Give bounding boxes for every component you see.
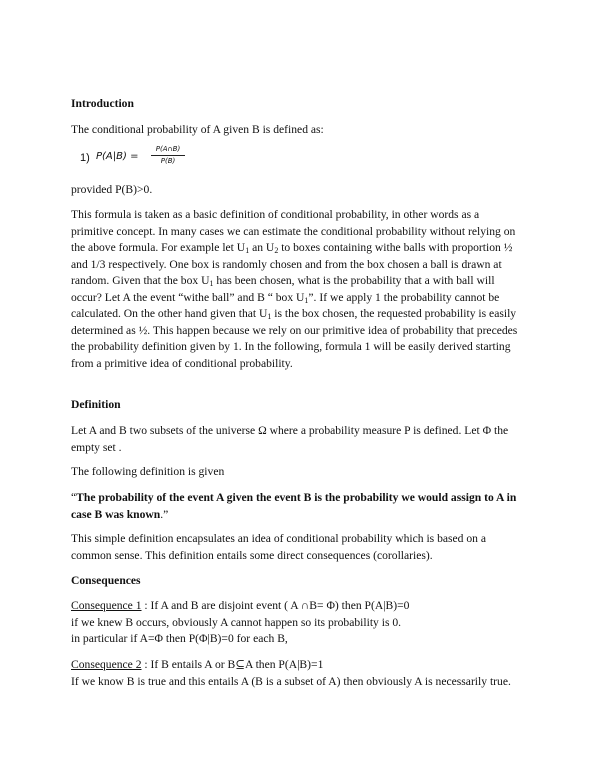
formula-lhs: P(A|B) = — [96, 151, 139, 162]
section-heading-consequences: Consequences — [71, 574, 141, 587]
section-heading-introduction: Introduction — [71, 97, 134, 110]
formula-1 — [80, 144, 280, 170]
intro-line: the probability definition given by 1. In the following, formula 1 will be easily derived starting — [71, 340, 511, 353]
formula-number: 1) — [80, 152, 90, 164]
intro-line: primitive concept. In many cases we can estimate the conditional probability without relying on — [71, 224, 516, 238]
section-heading-definition: Definition — [71, 398, 121, 411]
intro-line: the above formula. For example let $U_1$ an $U_2$ to boxes containing withe balls with proportion ½ — [71, 241, 513, 255]
intro-line: calculated. On the other hand given that $U_1$ is the box chosen, the requested probability is easily — [71, 307, 517, 321]
intro-line: random. Given that the box $U_1$ has been chosen, what is the probability that a with ball will — [71, 274, 495, 288]
fraction-bar — [151, 155, 185, 156]
formula-denominator: P(B) — [160, 157, 176, 165]
formula-numerator: P(A∩B) — [155, 145, 181, 153]
consequence-1-label: Consequence 1 — [71, 599, 142, 612]
intro-body-paragraph — [71, 207, 531, 372]
intro-line: and 1/3 respectively. One box is randomly chosen and from the box chosen a ball is drawn at — [71, 257, 502, 271]
definition-quote: “The probability of the event A given the event B is the probability we would assign to A in case B was known.” — [71, 491, 517, 521]
provided-condition: provided P(B)>0. — [71, 183, 153, 196]
consequence-2-label: Consequence 2 — [71, 658, 142, 671]
definition-paragraph-1: Let A and B two subsets of the universe Ω where a probability measure P is defined. Let Φ the empty set . — [71, 424, 509, 454]
definition-paragraph-2: The following definition is given — [71, 465, 225, 478]
intro-line: This formula is taken as a basic definition of conditional probability, in other words as a — [71, 208, 480, 221]
intro-line: occur? Let A the event “withe ball” and B “ box $U_1$”. If we apply 1 the probability cannot be — [71, 290, 500, 305]
intro-line: determined as ½. This happen because we rely on our primitive idea of probability that precedes — [71, 323, 518, 337]
consequence-1: Consequence 1 : If A and B are disjoint event ( A ∩B= Φ) then P(A|B)=0 if we knew B occurs, obviously A cannot happen so its probability is 0. in particular if A=Φ then P(Φ|B)=0 for each B, — [71, 599, 410, 645]
intro-line: from a primitive idea of conditional probability. — [71, 356, 293, 370]
formula-fraction — [148, 144, 188, 167]
intro-lead-paragraph: The conditional probability of A given B is defined as: — [71, 123, 324, 136]
consequence-2: Consequence 2 : If B entails A or B⊆A then P(A|B)=1 If we know B is true and this entails A (B is a subset of A) then obviously A is necessarily true. — [71, 658, 511, 688]
definition-paragraph-4: This simple definition encapsulates an idea of conditional probability which is based on a common sense. This definition entails some direct consequences (corollaries). — [71, 532, 487, 562]
